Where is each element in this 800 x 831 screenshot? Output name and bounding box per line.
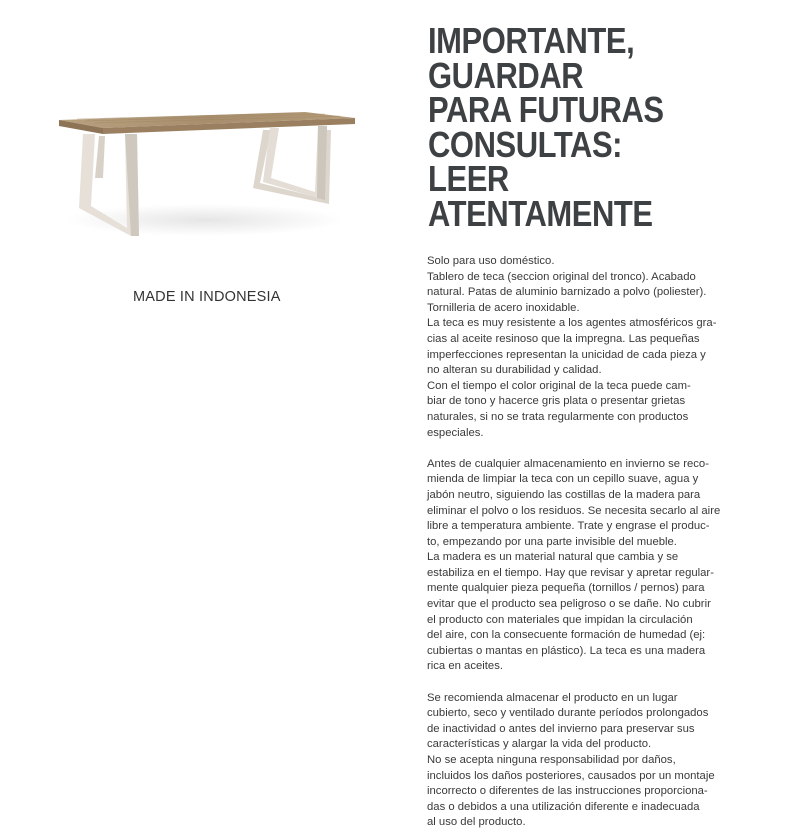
text-line: al uso del producto. bbox=[427, 816, 526, 829]
text-line: to, empezando por una parte invisible del mueble. bbox=[427, 535, 677, 548]
text-line: Tornilleria de acero inoxidable. bbox=[427, 301, 580, 314]
text-line: cias al aceite resinoso que la impregna. Las pequeñas bbox=[427, 332, 700, 345]
text-line: Tablero de teca (seccion original del tronco). Acabado bbox=[427, 270, 696, 283]
text-line: evitar que el producto sea peligroso o se dañe. No cubrir bbox=[427, 598, 711, 611]
paragraph-usage bbox=[427, 254, 787, 441]
instructions-text bbox=[427, 254, 787, 831]
heading-line: ATENTAMENTE bbox=[428, 192, 653, 234]
heading-line: CONSULTAS: bbox=[428, 123, 623, 165]
text-line: rica en aceites. bbox=[427, 660, 503, 673]
text-line: Se recomienda almacenar el producto en un lugar bbox=[427, 691, 678, 704]
made-in-label: MADE IN INDONESIA bbox=[133, 289, 281, 305]
text-line: La teca es muy resistente a los agentes atmosféricos gra- bbox=[427, 317, 717, 330]
text-line: jabón neutro, siguiendo las costillas de la madera para bbox=[427, 488, 701, 501]
text-line: eliminar el polvo o los residuos. Se necesita secarlo al aire bbox=[427, 504, 721, 517]
warning-heading bbox=[428, 20, 738, 234]
text-line: mente qualquier pieza pequeña (tornillos / pernos) para bbox=[427, 582, 705, 595]
text-line: Antes de cualquier almacenamiento en invierno se reco- bbox=[427, 457, 709, 470]
heading-line: GUARDAR bbox=[428, 54, 584, 96]
text-line: Con el tiempo el color original de la teca puede cam- bbox=[427, 379, 691, 392]
text-line: de inactividad o antes del invierno para preservar sus bbox=[427, 722, 695, 735]
table-leg-back-left bbox=[95, 136, 105, 178]
text-line: natural. Patas de aluminio barnizado a polvo (poliester). bbox=[427, 286, 707, 299]
paragraph-maintenance bbox=[427, 457, 787, 675]
text-line: imperfecciones representan la unicidad de cada pieza y bbox=[427, 348, 706, 361]
teak-table-image bbox=[55, 108, 360, 240]
text-line: biar de tono y hacerce gris plata o presentar grietas bbox=[427, 395, 686, 408]
text-line: cubiertas o mantas en plástico). La teca es una madera bbox=[427, 644, 706, 657]
text-line: mienda de limpiar la teca con un cepillo suave, agua y bbox=[427, 473, 699, 486]
text-line: no alteran su durabilidad y calidad. bbox=[427, 364, 602, 377]
text-line: del aire, con la consecuente formación de humedad (ej: bbox=[427, 629, 706, 642]
text-line: La madera es un material natural que cambia y se bbox=[427, 551, 679, 564]
text-line: incorrecto o diferentes de las instrucciones proporciona- bbox=[427, 785, 708, 798]
paragraph-storage bbox=[427, 691, 787, 831]
text-line: das o debidos a una utilización diferente e inadecuada bbox=[427, 800, 700, 813]
text-line: Solo para uso doméstico. bbox=[427, 255, 555, 267]
text-line: el producto con materiales que impidan la circulación bbox=[427, 613, 693, 626]
heading-line: LEER bbox=[428, 158, 509, 199]
text-line: No se acepta ninguna responsabilidad por daños, bbox=[427, 754, 676, 766]
heading-line: PARA FUTURAS bbox=[428, 89, 664, 130]
text-line: características y alargar la vida del producto. bbox=[427, 738, 652, 751]
text-line: incluidos los daños posteriores, causados por un montaje bbox=[427, 769, 715, 782]
text-line: naturales, si no se trata regularmente con productos bbox=[427, 410, 689, 423]
text-line: especiales. bbox=[427, 426, 484, 439]
heading-line: IMPORTANTE, bbox=[428, 20, 635, 61]
text-line: estabiliza en el tiempo. Hay que revisar y apretar regular- bbox=[427, 566, 714, 579]
text-line: cubierto, seco y ventilado durante períodos prolongados bbox=[427, 707, 709, 720]
text-line: libre a temperatura ambiente. Trate y engrase el produc- bbox=[427, 520, 710, 533]
